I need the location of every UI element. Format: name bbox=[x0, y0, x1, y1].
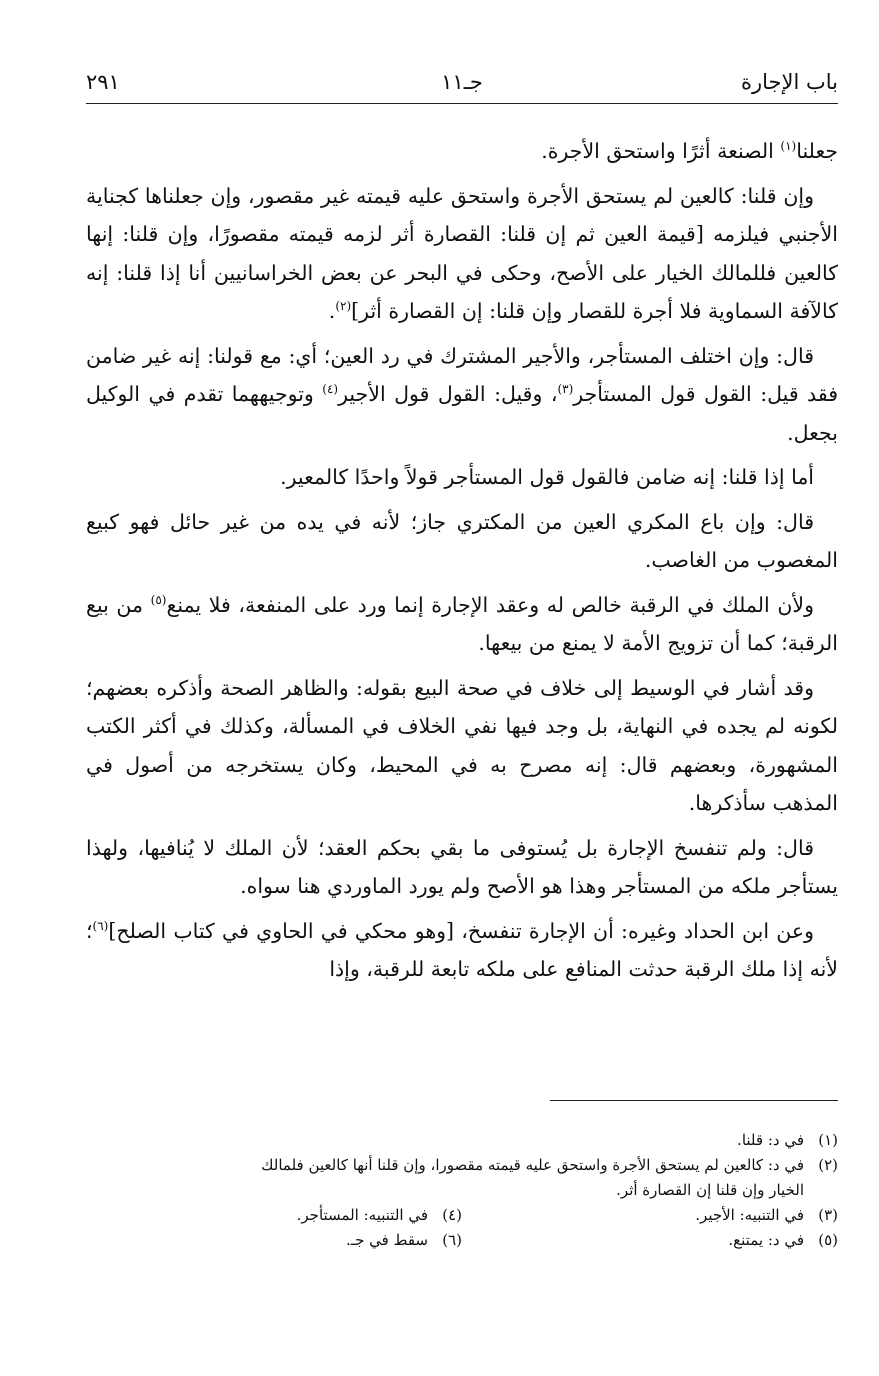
footnote-row bbox=[86, 1228, 838, 1253]
footnotes bbox=[86, 1128, 838, 1253]
footnote-row bbox=[86, 1203, 838, 1228]
paragraph-7: وقد أشار في الوسيط إلى خلاف في صحة البيع بقوله: والظاهر الصحة وأذكره بعضهم؛ لكونه لم يجده في النهاية، بل وجد فيها نفي الخلاف في المسألة، وكذلك في أكثر الكتب المشهورة، وبعضهم قال: إنه مصرح به في المحيط، وكان يستخرجه من أصول في المذهب سأذكرها. bbox=[86, 675, 838, 815]
footnote-marker-6: (٦) bbox=[92, 918, 109, 933]
footnote-marker-3: (٣) bbox=[557, 382, 574, 397]
header-rule bbox=[86, 103, 838, 104]
paragraph-4: أما إذا قلنا: إنه ضامن فالقول قول المستأجر قولاً واحدًا كالمعير. bbox=[280, 465, 814, 489]
paragraph-9: وعن ابن الحداد وغيره: أن الإجارة تنفسخ، [وهو محكي في الحاوي في كتاب الصلح]$^{(٦)}$؛ لأنه إذا ملك الرقبة حدثت المنافع على ملكه تابعة للرقبة، وإذا bbox=[86, 918, 838, 981]
paragraph-6: ولأن الملك في الرقبة خالص له وعقد الإجارة إنما ورد على المنفعة، فلا يمنع$^{(٥)}$ من بيع الرقبة؛ كما أن تزويج الأمة لا يمنع من بيعها. bbox=[86, 592, 838, 655]
footnote-2-continuation: الخيار وإن قلنا إن القصارة أثر. bbox=[616, 1181, 804, 1199]
main-text bbox=[86, 132, 838, 989]
footnote-6: (٦)سقط في جـ. bbox=[345, 1231, 462, 1249]
paragraph-1: جعلنا$^{(١)}$ الصنعة أثرًا واستحق الأجرة. bbox=[541, 139, 838, 163]
paragraph-2: وإن قلنا: كالعين لم يستحق الأجرة واستحق عليه قيمته غير مقصور، وإن جعلناها كجناية الأجنبي فيلزمه [قيمة العين ثم إن قلنا: القصارة أثر لزمه قيمته مقصورًا، وإن قلنا: إنها كالعين فللمالك الخيار على الأصح، وحكى في البحر عن بعض الخراسانيين أنا إذا قلنا: إنه كالآفة السماوية فلا أجرة للقصار وإن قلنا: إن القصارة أثر]$^{(٢)}$. bbox=[86, 183, 838, 323]
running-header bbox=[86, 62, 838, 102]
footnote-1: (١)في د: قلنا. bbox=[737, 1131, 838, 1149]
chapter-title: باب الإجارة bbox=[740, 70, 838, 94]
footnote-marker-4: (٤) bbox=[322, 382, 339, 397]
footnote-4: (٤)في التنبيه: المستأجر. bbox=[296, 1206, 462, 1224]
page-number: ٢٩١ bbox=[86, 70, 120, 94]
footnote-marker-5: (٥) bbox=[150, 592, 167, 607]
volume-number: جـ١١ bbox=[441, 70, 483, 94]
footnote-5: (٥)في د: يمتنع. bbox=[728, 1231, 838, 1249]
footnote-separator bbox=[550, 1100, 838, 1101]
paragraph-8: قال: ولم تنفسخ الإجارة بل يُستوفى ما بقي بحكم العقد؛ لأن الملك لا يُنافيها، ولهذا يستأجر ملكه من المستأجر وهذا هو الأصح ولم يورد الماوردي هنا سواه. bbox=[86, 835, 838, 898]
footnote-2: (٢)في د: كالعين لم يستحق الأجرة واستحق عليه قيمته مقصورا، وإن قلنا أنها كالعين فلمالك bbox=[261, 1156, 838, 1174]
footnote-3: (٣)في التنبيه: الأجير. bbox=[695, 1206, 838, 1224]
footnote-marker-2: (٢) bbox=[335, 299, 352, 314]
footnote-marker-1: (١) bbox=[780, 139, 797, 154]
paragraph-5: قال: وإن باع المكري العين من المكتري جاز؛ لأنه في يده من غير حائل فهو كبيع المغصوب من الغاصب. bbox=[86, 509, 838, 572]
paragraph-3: قال: وإن اختلف المستأجر، والأجير المشترك في رد العين؛ أي: مع قولنا: إنه غير ضامن فقد قيل: القول قول المستأجر$^{(٣)}$، وقيل: القول قول الأجير$^{(٤)}$ وتوجيههما تقدم في الوكيل بجعل. bbox=[86, 343, 838, 445]
